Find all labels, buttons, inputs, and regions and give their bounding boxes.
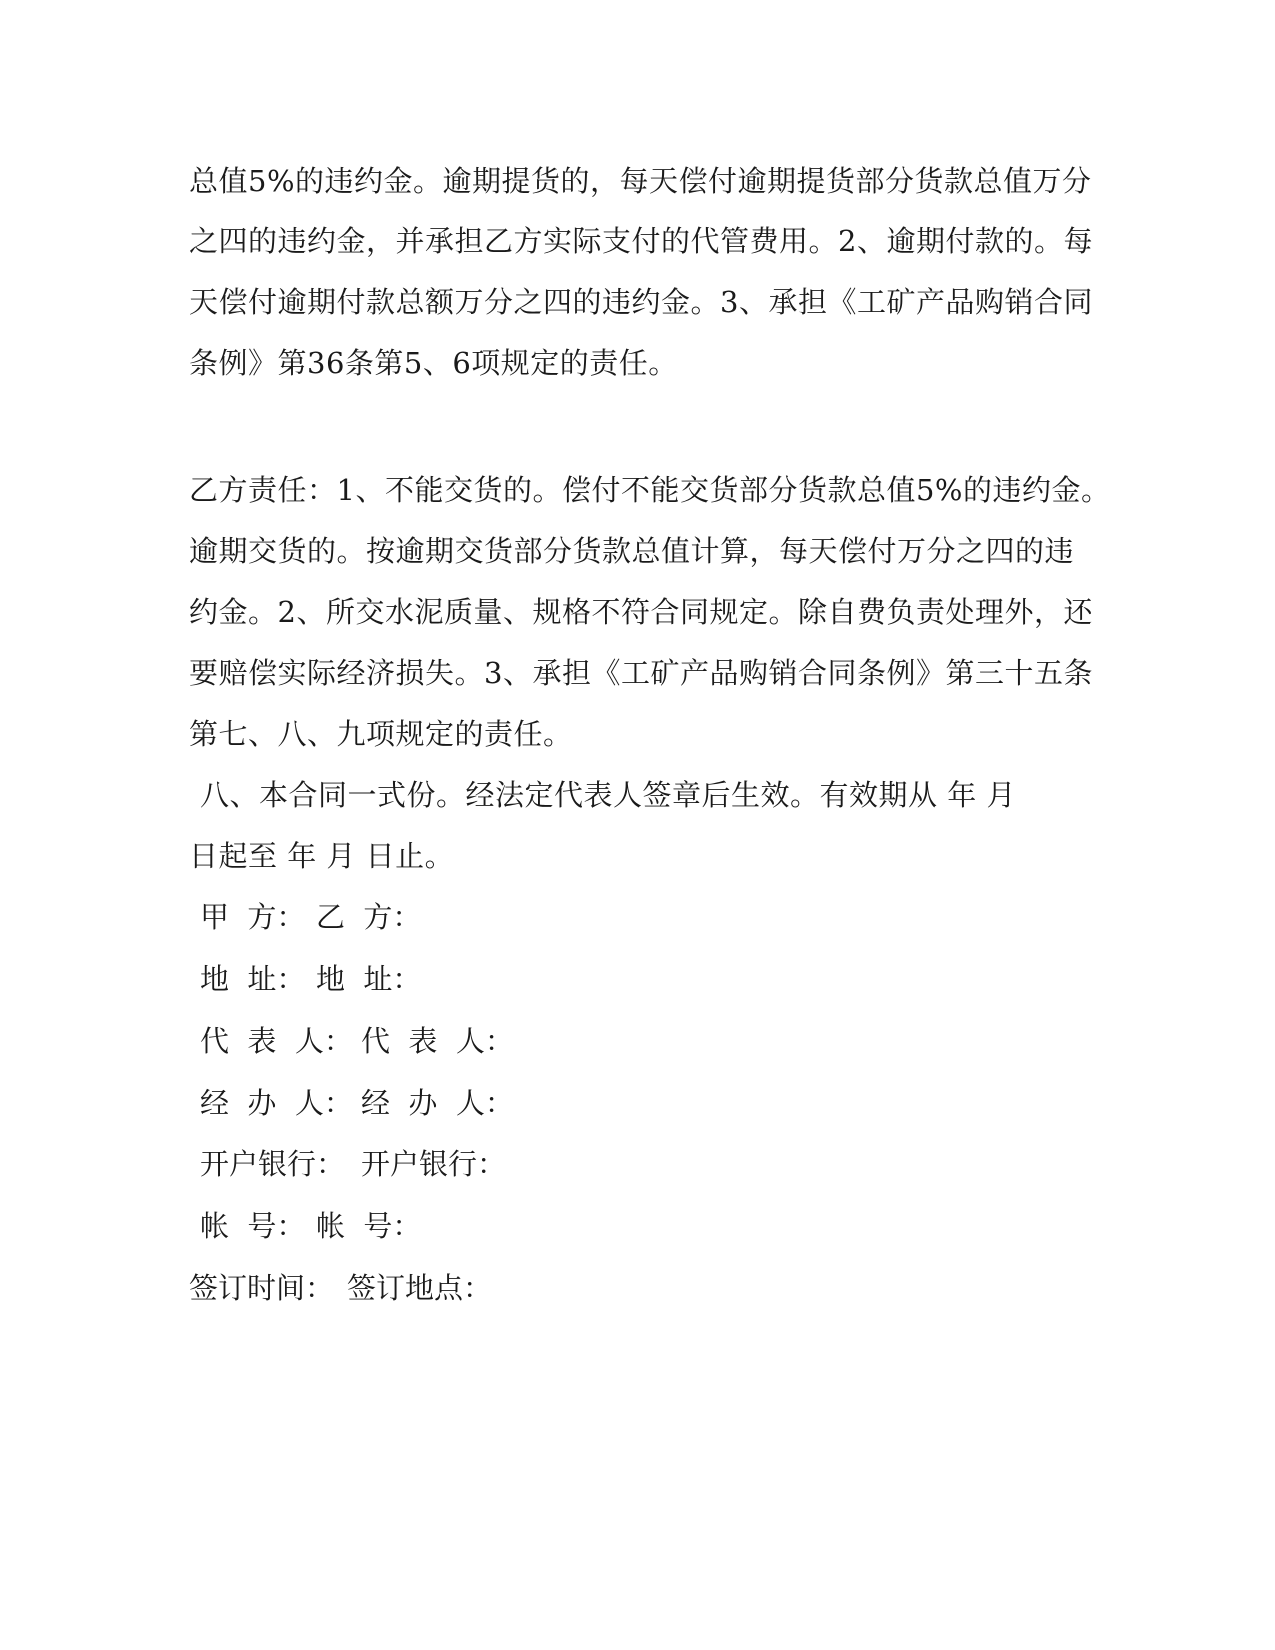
signature-row-agent (200, 1085, 514, 1121)
paragraph-2-line-2: 逾期交货的。按逾期交货部分货款总值计算，每天偿付万分之四的违 (189, 534, 1075, 568)
paragraph-2-line-5: 第七、八、九项规定的责任。 (189, 717, 573, 751)
paragraph-1-line-4: 条例》第36条第5、6项规定的责任。 (189, 346, 678, 380)
account-b-label: 帐 号： (316, 1209, 422, 1243)
agent-b-label: 经 办 人： (361, 1086, 514, 1120)
signature-row-time-place (189, 1270, 493, 1306)
clause-8-line-1: 八、本合同一式份。经法定代表人签章后生效。有效期从 年 月 (200, 778, 1016, 812)
paragraph-2-line-1: 乙方责任：1、不能交货的。偿付不能交货部分货款总值5%的违约金。 (189, 473, 1111, 507)
sign-time-label: 签订时间： (189, 1271, 335, 1305)
clause-8-line-2: 日起至 年 月 日止。 (189, 839, 455, 873)
paragraph-1-line-1: 总值5%的违约金。逾期提货的，每天偿付逾期提货部分货款总值万分 (189, 164, 1092, 198)
signature-row-address (200, 961, 422, 997)
agent-a-label: 经 办 人： (200, 1086, 353, 1120)
signature-row-bank (200, 1146, 507, 1182)
paragraph-2-line-3: 约金。2、所交水泥质量、规格不符合同规定。除自费负责处理外，还 (189, 595, 1093, 629)
sign-place-label: 签订地点： (347, 1271, 493, 1305)
paragraph-1-line-3: 天偿付逾期付款总额万分之四的违约金。3、承担《工矿产品购销合同 (189, 285, 1093, 319)
bank-b-label: 开户银行： (361, 1147, 507, 1181)
address-a-label: 地 址： (200, 962, 306, 996)
bank-a-label: 开户银行： (200, 1147, 346, 1181)
paragraph-1-line-2: 之四的违约金，并承担乙方实际支付的代管费用。2、逾期付款的。每 (189, 224, 1093, 258)
signature-row-representative (200, 1023, 514, 1059)
address-b-label: 地 址： (316, 962, 422, 996)
paragraph-2-line-4: 要赔偿实际经济损失。3、承担《工矿产品购销合同条例》第三十五条 (189, 656, 1093, 690)
party-a-label: 甲 方： (200, 900, 306, 934)
representative-b-label: 代 表 人： (361, 1024, 514, 1058)
account-a-label: 帐 号： (200, 1209, 306, 1243)
signature-row-account (200, 1208, 422, 1244)
representative-a-label: 代 表 人： (200, 1024, 353, 1058)
signature-row-party (200, 899, 422, 935)
party-b-label: 乙 方： (316, 900, 422, 934)
